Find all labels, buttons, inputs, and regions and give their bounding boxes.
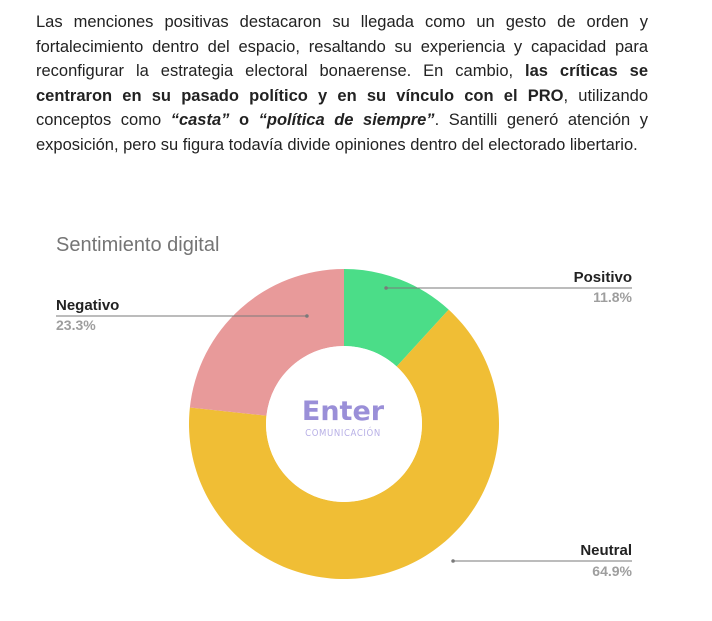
bold-text: las críticas se centraron en su pasado político y en su vínculo con el PRO xyxy=(36,62,649,105)
center-logo xyxy=(302,396,385,439)
text-segment: Las menciones positivas destacaron su llegada como un gesto de orden y fortalecimiento dentro del espacio, resaltando su experiencia y capacidad para reconfigurar la estrategia electoral bonaerense. En cambio, xyxy=(36,13,648,80)
label-neutral: Neutral xyxy=(580,542,632,559)
chart-title: Sentimiento digital xyxy=(56,234,220,256)
value-negativo: 23.3% xyxy=(56,317,96,333)
leader-dot-neutral xyxy=(451,559,455,563)
logo-name: Enter xyxy=(301,396,385,427)
quote-casta-text: “casta” xyxy=(170,111,230,129)
value-positivo: 11.8% xyxy=(593,289,632,305)
leader-dot-positivo xyxy=(384,286,388,290)
label-positivo: Positivo xyxy=(573,269,632,286)
text-or: o xyxy=(229,111,259,129)
value-neutral: 64.9% xyxy=(592,563,632,579)
leader-dot-negativo xyxy=(305,314,309,318)
quote-politica-text: “política de siempre” xyxy=(258,111,435,129)
text-segment: . Santilli generó atención y exposición, pero su figura todavía divide opiniones dentro del electorado libertario. xyxy=(36,111,649,154)
label-negativo: Negativo xyxy=(56,297,120,314)
logo-subtitle: COMUNICACIÓN xyxy=(305,428,381,439)
text-segment: , utilizando conceptos como xyxy=(36,86,648,129)
